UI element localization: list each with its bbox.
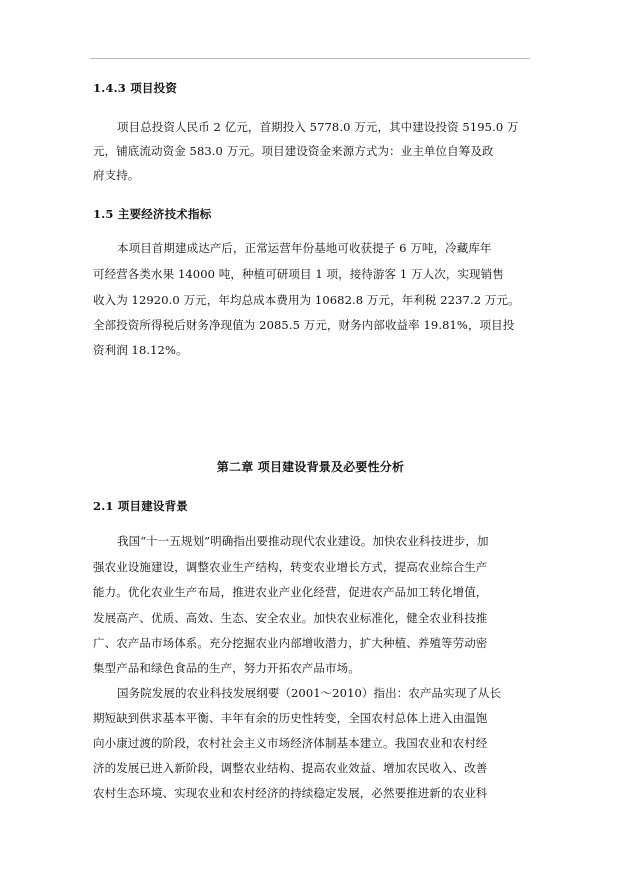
text-line: 收入为 12920.0 万元，年均总成本费用为 10682.8 万元，年利税 2237.2 万元。 xyxy=(93,293,520,307)
text-line: 国务院发展的农业科技发展纲要（2001～2010）指出：农产品实现了从长 xyxy=(117,686,502,700)
text-line: 强农业设施建设，调整农业生产结构，转变农业增长方式，提高农业综合生产 xyxy=(93,560,488,574)
text-line: 府支持。 xyxy=(93,168,140,182)
section-heading-1-4-3: 1.4.3 项目投资 xyxy=(93,81,178,95)
page-header-rule xyxy=(90,58,530,59)
section-heading-1-5: 1.5 主要经济技术指标 xyxy=(93,207,212,221)
text-line: 广、农产品市场体系。充分挖掘农业内部增收潜力，扩大种植、养殖等劳动密 xyxy=(93,636,488,650)
text-line: 农村生态环境、实现农业和农村经济的持续稳定发展，必然要推进新的农业科 xyxy=(93,786,488,800)
text-line: 向小康过渡的阶段，农村社会主义市场经济体制基本建立。我国农业和农村经 xyxy=(93,736,488,750)
text-line: 发展高产、优质、高效、生态、安全农业。加快农业标准化，健全农业科技推 xyxy=(93,611,488,625)
text-line: 全部投资所得税后财务净现值为 2085.5 万元，财务内部收益率 19.81%，项目投 xyxy=(93,318,515,332)
text-line: 元，铺底流动资金 583.0 万元。项目建设资金来源方式为：业主单位自筹及政 xyxy=(93,144,494,158)
chapter-title: 第二章 项目建设背景及必要性分析 xyxy=(216,460,405,474)
section-heading-2-1: 2.1 项目建设背景 xyxy=(93,499,189,513)
text-line: 可经营各类水果 14000 吨，种植可研项目 1 项，接待游客 1 万人次，实现销售 xyxy=(93,267,504,281)
text-line: 项目总投资人民币 2 亿元，首期投入 5778.0 万元，其中建设投资 5195.0 万 xyxy=(117,120,519,134)
text-line: 资利润 18.12%。 xyxy=(93,343,188,357)
text-line: 能力。优化农业生产布局，推进农业产业化经营，促进农产品加工转化增值， xyxy=(93,585,488,599)
text-line: 期短缺到供求基本平衡、丰年有余的历史性转变，全国农村总体上进入由温饱 xyxy=(93,711,488,725)
text-line: 本项目首期建成达产后，正常运营年份基地可收获提子 6 万吨，冷藏库年 xyxy=(117,241,492,255)
text-line: 济的发展已进入新阶段，调整农业结构、提高农业效益、增加农民收入、改善 xyxy=(93,761,488,775)
text-line: 集型产品和绿色食品的生产，努力开拓农产品市场。 xyxy=(93,661,360,675)
text-line: 我国“十一五规划”明确指出要推动现代农业建设。加快农业科技进步，加 xyxy=(117,534,489,548)
